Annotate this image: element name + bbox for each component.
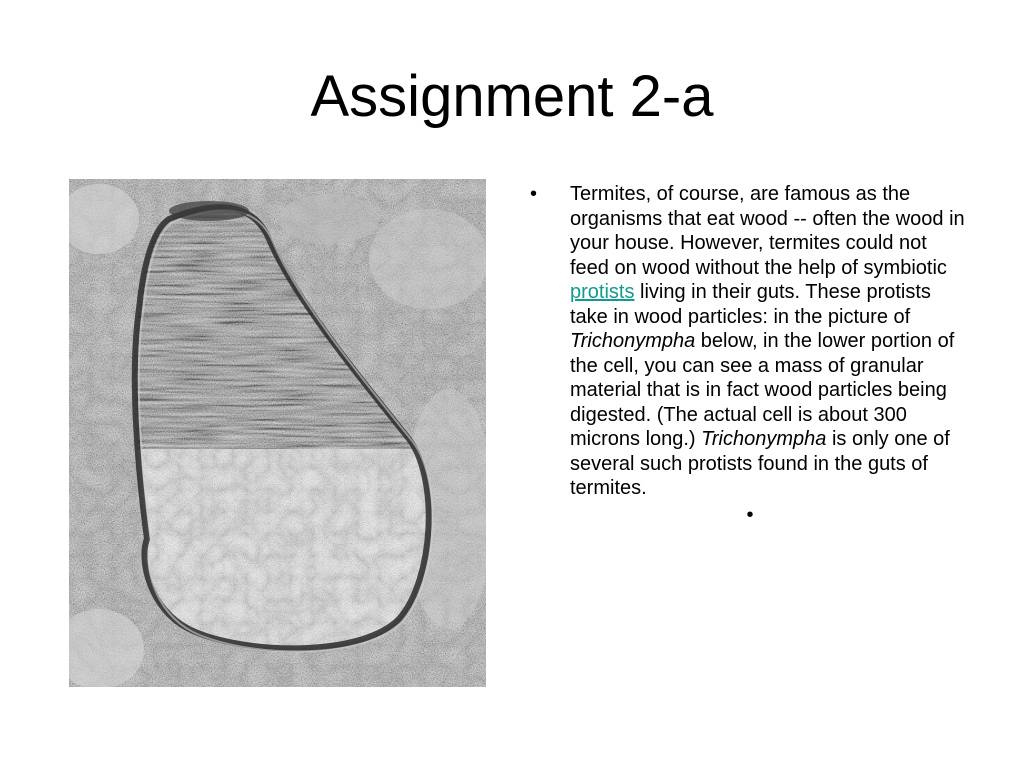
trichonympha-micrograph-image bbox=[69, 179, 486, 687]
empty-bullet-item bbox=[530, 503, 970, 528]
bullet-list bbox=[530, 182, 970, 527]
bullet-marker: • bbox=[530, 183, 538, 205]
bullet-item-termites bbox=[530, 182, 970, 501]
paragraph-text-4: is only one of several such protists found in the guts of termites. bbox=[570, 428, 950, 499]
empty-bullet-marker: • bbox=[746, 503, 754, 526]
protists-link[interactable]: protists bbox=[570, 281, 635, 303]
paragraph-text-2: living in their guts. These protists take in wood particles: in the picture of bbox=[570, 281, 931, 328]
paragraph-text-1: Termites, of course, are famous as the organisms that eat wood -- often the wood in your house. However, termites could not feed on wood without the help of symbiotic bbox=[570, 183, 965, 279]
paragraph-text-3: below, in the lower portion of the cell, you can see a mass of granular material that is in fact wood particles being digested. (The actual cell is about 300 microns long.) bbox=[570, 330, 955, 450]
trichonympha-italic-1: Trichonympha bbox=[570, 330, 696, 352]
slide-title: Assignment 2-a bbox=[310, 64, 714, 129]
trichonympha-italic-2: Trichonympha bbox=[701, 428, 827, 450]
